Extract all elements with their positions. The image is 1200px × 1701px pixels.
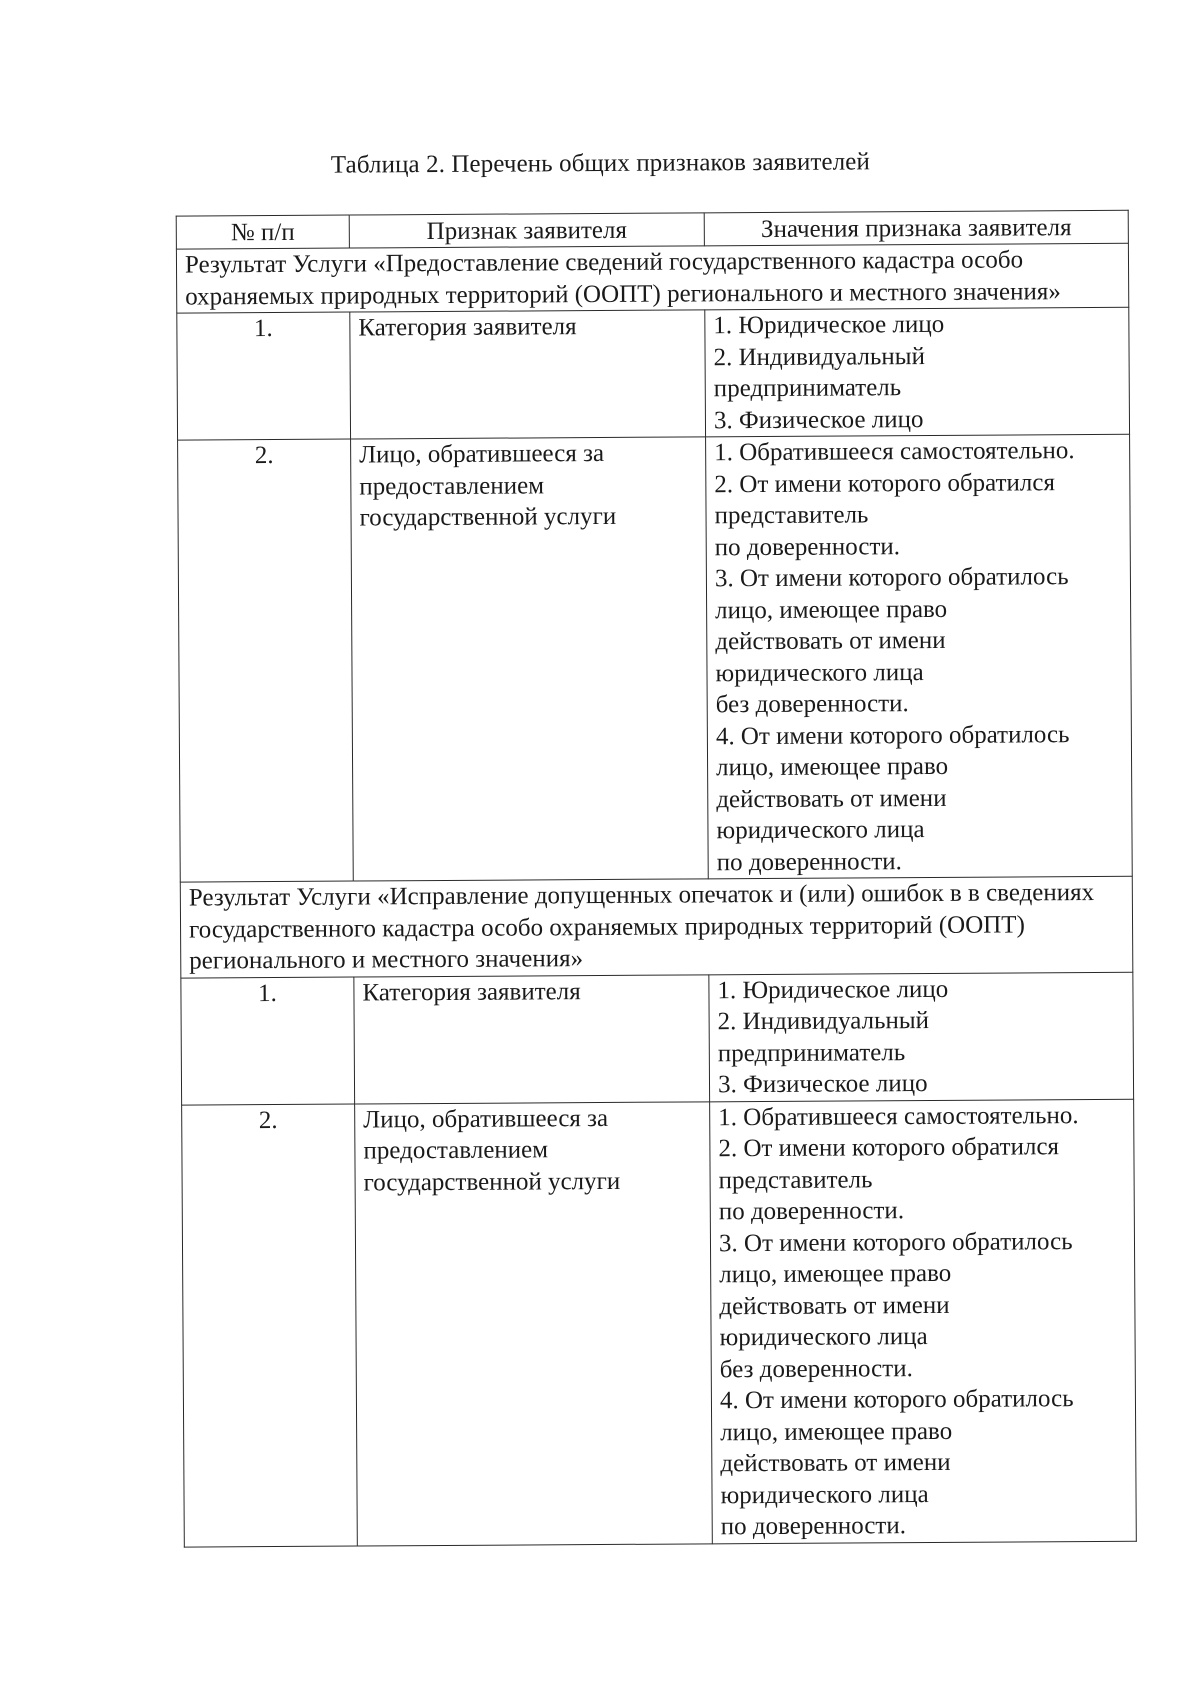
table-header-row — [176, 210, 1128, 249]
value-line: действовать от имени — [715, 626, 946, 656]
value-line: 1. Обратившееся самостоятельно. — [714, 437, 1075, 467]
row-attribute: Лицо, обратившееся за предоставлением государственной услуги — [351, 437, 709, 881]
row-values — [710, 1099, 1137, 1544]
value-line: лицо, имеющее право — [719, 1259, 952, 1289]
section-row — [180, 876, 1133, 977]
row-values — [709, 972, 1134, 1102]
row-number: 1. — [177, 312, 351, 440]
header-number: № п/п — [176, 215, 349, 249]
table-row — [177, 307, 1130, 440]
value-line: представитель — [718, 1165, 873, 1194]
value-line: по доверенности. — [718, 1197, 905, 1226]
value-line: 2. Индивидуальный — [717, 1007, 930, 1036]
table-row — [182, 1099, 1137, 1547]
table-row — [178, 434, 1133, 882]
value-line: 3. Физическое лицо — [713, 405, 924, 434]
value-line: предприниматель — [717, 1038, 906, 1067]
value-line: 2. Индивидуальный — [713, 342, 926, 371]
value-line: действовать от имени — [719, 1291, 950, 1320]
section-row — [176, 243, 1128, 313]
value-line: 3. От имени которого обратилось — [714, 563, 1069, 593]
value-line: предприниматель — [713, 374, 902, 403]
header-values: Значения признака заявителя — [704, 210, 1128, 246]
value-line: 1. Юридическое лицо — [717, 975, 949, 1004]
value-line: лицо, имеющее право — [715, 595, 948, 624]
row-number: 2. — [182, 1104, 358, 1547]
header-attribute: Признак заявителя — [349, 213, 704, 248]
row-values — [705, 307, 1130, 437]
value-line: 2. От имени которого обратился — [714, 468, 1056, 498]
value-line: юридического лица — [716, 816, 925, 845]
row-attribute: Категория заявителя — [354, 974, 710, 1103]
value-line: по доверенности. — [714, 532, 901, 561]
table-title: Таблица 2. Перечень общих признаков заявителей — [330, 148, 871, 179]
row-attribute: Категория заявителя — [350, 310, 706, 439]
value-line: представитель — [714, 501, 869, 530]
value-line: по доверенности. — [720, 1512, 907, 1541]
row-number: 1. — [181, 977, 355, 1105]
value-line: 3. От имени которого обратилось — [718, 1227, 1073, 1257]
section-title: Результат Услуги «Предоставление сведений государственного кадастра особо охраняемых природных территорий (ООПТ) регионального и местного значения» — [176, 243, 1128, 313]
table-row — [181, 972, 1134, 1105]
value-line: 2. От имени которого обратился — [718, 1133, 1060, 1163]
value-line: 3. Физическое лицо — [717, 1070, 928, 1099]
value-line: юридического лица — [719, 1323, 928, 1352]
value-line: лицо, имеющее право — [720, 1417, 953, 1446]
value-line: 4. От имени которого обратилось — [715, 720, 1070, 750]
value-line: лицо, имеющее право — [715, 752, 949, 782]
value-line: 1. Обратившееся самостоятельно. — [718, 1101, 1079, 1131]
value-line: действовать от имени — [716, 784, 947, 813]
value-line: по доверенности. — [716, 847, 902, 876]
row-number: 2. — [178, 439, 354, 882]
value-line: 4. От имени которого обратилось — [719, 1385, 1074, 1415]
value-line: действовать от имени — [720, 1448, 951, 1478]
value-line: без доверенности. — [719, 1354, 913, 1383]
section-title: Результат Услуги «Исправление допущенных опечаток и (или) ошибок в в сведениях государственного кадастра особо охраняемых природных территорий (ООПТ) регионального и местного значения» — [180, 876, 1133, 977]
row-values — [706, 434, 1133, 879]
value-line: юридического лица — [720, 1480, 929, 1509]
applicant-attributes-table — [176, 210, 1137, 1547]
value-line: юридического лица — [715, 658, 924, 687]
value-line: 1. Юридическое лицо — [713, 310, 945, 340]
row-attribute: Лицо, обратившееся за предоставлением государственной услуги — [355, 1101, 713, 1545]
value-line: без доверенности. — [715, 690, 909, 719]
